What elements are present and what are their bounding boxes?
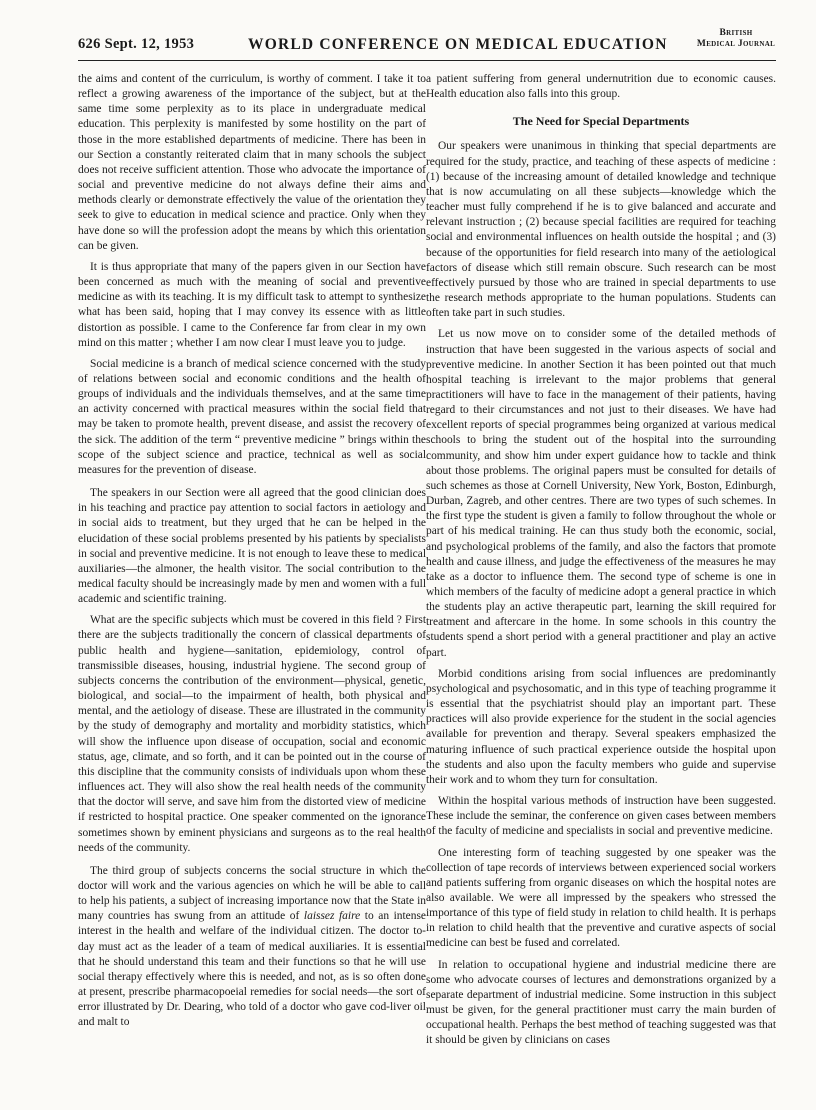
text-run: to an intense interest in the health and welfare of the individual citizen. The doctor to-day must act as the leader of a team of medical auxiliaries. It is essential that he should understand this team and their functions so that he will use social therapy effectively where this is needed, and not, as is so often done at present, prescribe pharmacopoeial remedies for social needs—the sort of error illustrated by Dr. Dearing, who told of a doctor who gave cod-liver oil and malt to — [78, 910, 426, 1029]
paragraph — [78, 864, 426, 1031]
right-column — [426, 72, 776, 1102]
journal-name-line1: British — [719, 28, 753, 38]
journal-name — [696, 28, 776, 50]
journal-name-line2: Medical Journal — [696, 39, 776, 49]
page-number-date: 626 Sept. 12, 1953 — [78, 36, 195, 52]
paragraph: Social medicine is a branch of medical science concerned with the study of relations between social and economic conditions and the health of groups of individuals and the individuals themselves, and at the same time an activity concerned with practical measures within the social field that may be taken to promote health, prevent disease, and assist the recovery of the sick. The addition of the term “ preventive medicine ” brings within the scope of the subject science and practice, technical as well as social measures for the prevention of disease. — [78, 357, 426, 476]
paragraph: It is thus appropriate that many of the papers given in our Section have been concerned as much with the meaning of social and preventive medicine as with its teaching. It is my difficult task to attempt to synthesize what has been said, hoping that I may convey its essence with as little distortion as possible. I came to the Conference far from clear in my own mind on this matter ; whether I am now clear I must leave you to judge. — [78, 260, 426, 349]
paragraph: Within the hospital various methods of instruction have been suggested. These include the seminar, the conference on given cases between members of the faculty of medicine and specialists in social and preventive medicine. — [426, 795, 776, 838]
paragraph: In relation to occupational hygiene and industrial medicine there are some who advocate courses of lectures and demonstrations organized by a separate department of industrial medicine. Some instruction in this subject must be given, for the general practitioner must carry the main burden of occupational health. Perhaps the best method of teaching suggested was that it should be given by clinicians on cases — [426, 958, 776, 1047]
section-heading: The Need for Special Departments — [512, 114, 690, 129]
italic-phrase: laissez faire — [303, 910, 361, 923]
paragraph: Our speakers were unanimous in thinking that special departments are required for the study, practice, and teaching of these aspects of medicine : (1) because of the increasing amount of detailed knowledge and technique that is now accumulating on all these subjects—knowledge which the teacher must fully comprehend if he is to give balanced and accurate and relevant instruction ; (2) because special facilities are required for teaching social and environmental influences on health outside the hospital ; and (3) because of the opportunities for field research into many of the aetiological factors of disease which still remain obscure. Such research can be most effectively pursued by those who are trained in special departments to use the research methods appropriate to the human populations. Students can often take part in such studies. — [426, 140, 776, 320]
page-header — [78, 26, 776, 61]
paragraph: Let us now move on to consider some of the detailed methods of instruction that have been suggested in the various aspects of social and preventive medicine. In another Section it has been pointed out that much hospital teaching is irrelevant to the major problems that general practitioners will have to face in the management of their patients, having regard to their circumstances and not just to their diseases. We have had excellent reports of special programmes being organized at various medical schools to bring the student out of the hospital into the surrounding community, and show him under expert guidance how to tackle and think about those problems. The original papers must be consulted for details of such schemes as those at Cornell University, New York, Boston, Edinburgh, Durban, Zagreb, and other centres. There are two types of such schemes. In the first type the student is given a family to follow throughout the whole or part of his medical training. He can thus study both the economic, social, and psychological problems of the family, and also the factors that promote health and cause illness, and judge the effectiveness of the measures he may take as a doctor to influence them. The second type of scheme is one in which members of the faculty of medicine adopt a general practice in which the students play an active therapeutic part, learning the skill required for treatment and aftercare in the home. In some schools in this country the students spend a short period with a general practitioner and play an active part. — [426, 328, 776, 659]
running-title: WORLD CONFERENCE ON MEDICAL EDUCATION — [248, 36, 668, 53]
left-column — [78, 72, 426, 1102]
paragraph: a patient suffering from general undernutrition due to economic causes. Health education also falls into this group. — [426, 73, 776, 101]
paragraph: Morbid conditions arising from social influences are predominantly psychological and psychosomatic, and in this type of teaching programme it is essential that the psychiatrist should play an important part. These practices will also provide experience for the student in the social agencies available for prevention and therapy. Several speakers emphasized the maturing influence of such practical experience outside the hospital upon the students and also upon the faculty members who guide and supervise their work and to whom they turn for consultation. — [426, 667, 776, 786]
paragraph: One interesting form of teaching suggested by one speaker was the collection of tape records of interviews between experienced social workers and patients suffering from organic diseases on which the hospital notes are also available. We were all impressed by the speakers who stressed the importance of this type of field study in relation to child health. It is perhaps in relation to child health that the preventive and curative aspects of social medicine can best be fused and correlated. — [426, 846, 776, 950]
paragraph: What are the specific subjects which must be covered in this field ? First there are the subjects traditionally the concern of classical departments of public health and hygiene—sanitation, epidemiology, control of transmissible diseases, housing, industrial hygiene. The second group of subjects concerns the contribution of the environment—physical, genetic, biological, and social—to the impairment of health, both physical and mental, and the aetiology of disease. These are illustrated in the community by the study of demography and mortality and morbidity statistics, which will show the influence upon disease of occupation, social and economic status, age, climate, and so forth, and it can be pointed out in the course of this discipline that the community consists of individuals upon whom these influences act. They will also show the real health needs of the community that the doctor will serve, and save him from the distorted view of medicine if restricted to hospital practice. One speaker commented on the ignorance sometimes shown by eminent physicians and surgeons as to the real health needs of the community. — [78, 614, 426, 854]
paragraph: the aims and content of the curriculum, is worthy of comment. I take it to reflect a growing awareness of the importance of the subject, but at the same time some perplexity as to its place in undergraduate medical education. This perplexity is manifested by some hostility on the part of those in the more established departments of medicine. There has been in our Section a constantly reiterated claim that in many schools the subject does not receive sufficient attention. Those who advocate the importance of social and preventive medicine do not always define their aims and methods clearly or demonstrate effectively the value of the orientation they seek to give to education in medical science and practice. Only when they have done so will the profession adopt the means by which this orientation can be given. — [78, 73, 426, 252]
text-run: The third group of subjects concerns the social structure in which the doctor will work and the various agencies on which he will be able to call to help his patients, a subject of increasing importance now that the State in many countries has swung from an attitude of — [78, 864, 426, 923]
paragraph: The speakers in our Section were all agreed that the good clinician does in his teaching and practice pay attention to social factors in aetiology and in social aids to treatment, but they urged that he can be helped in the elucidation of these social problems presented by his patients by specialists in social and preventive medicine. It is not enough to leave these to medical auxiliaries—the almoner, the health visitor. The social contribution to the medical faculty should be increasingly made by men and women with a full academic and scientific training. — [78, 487, 426, 606]
